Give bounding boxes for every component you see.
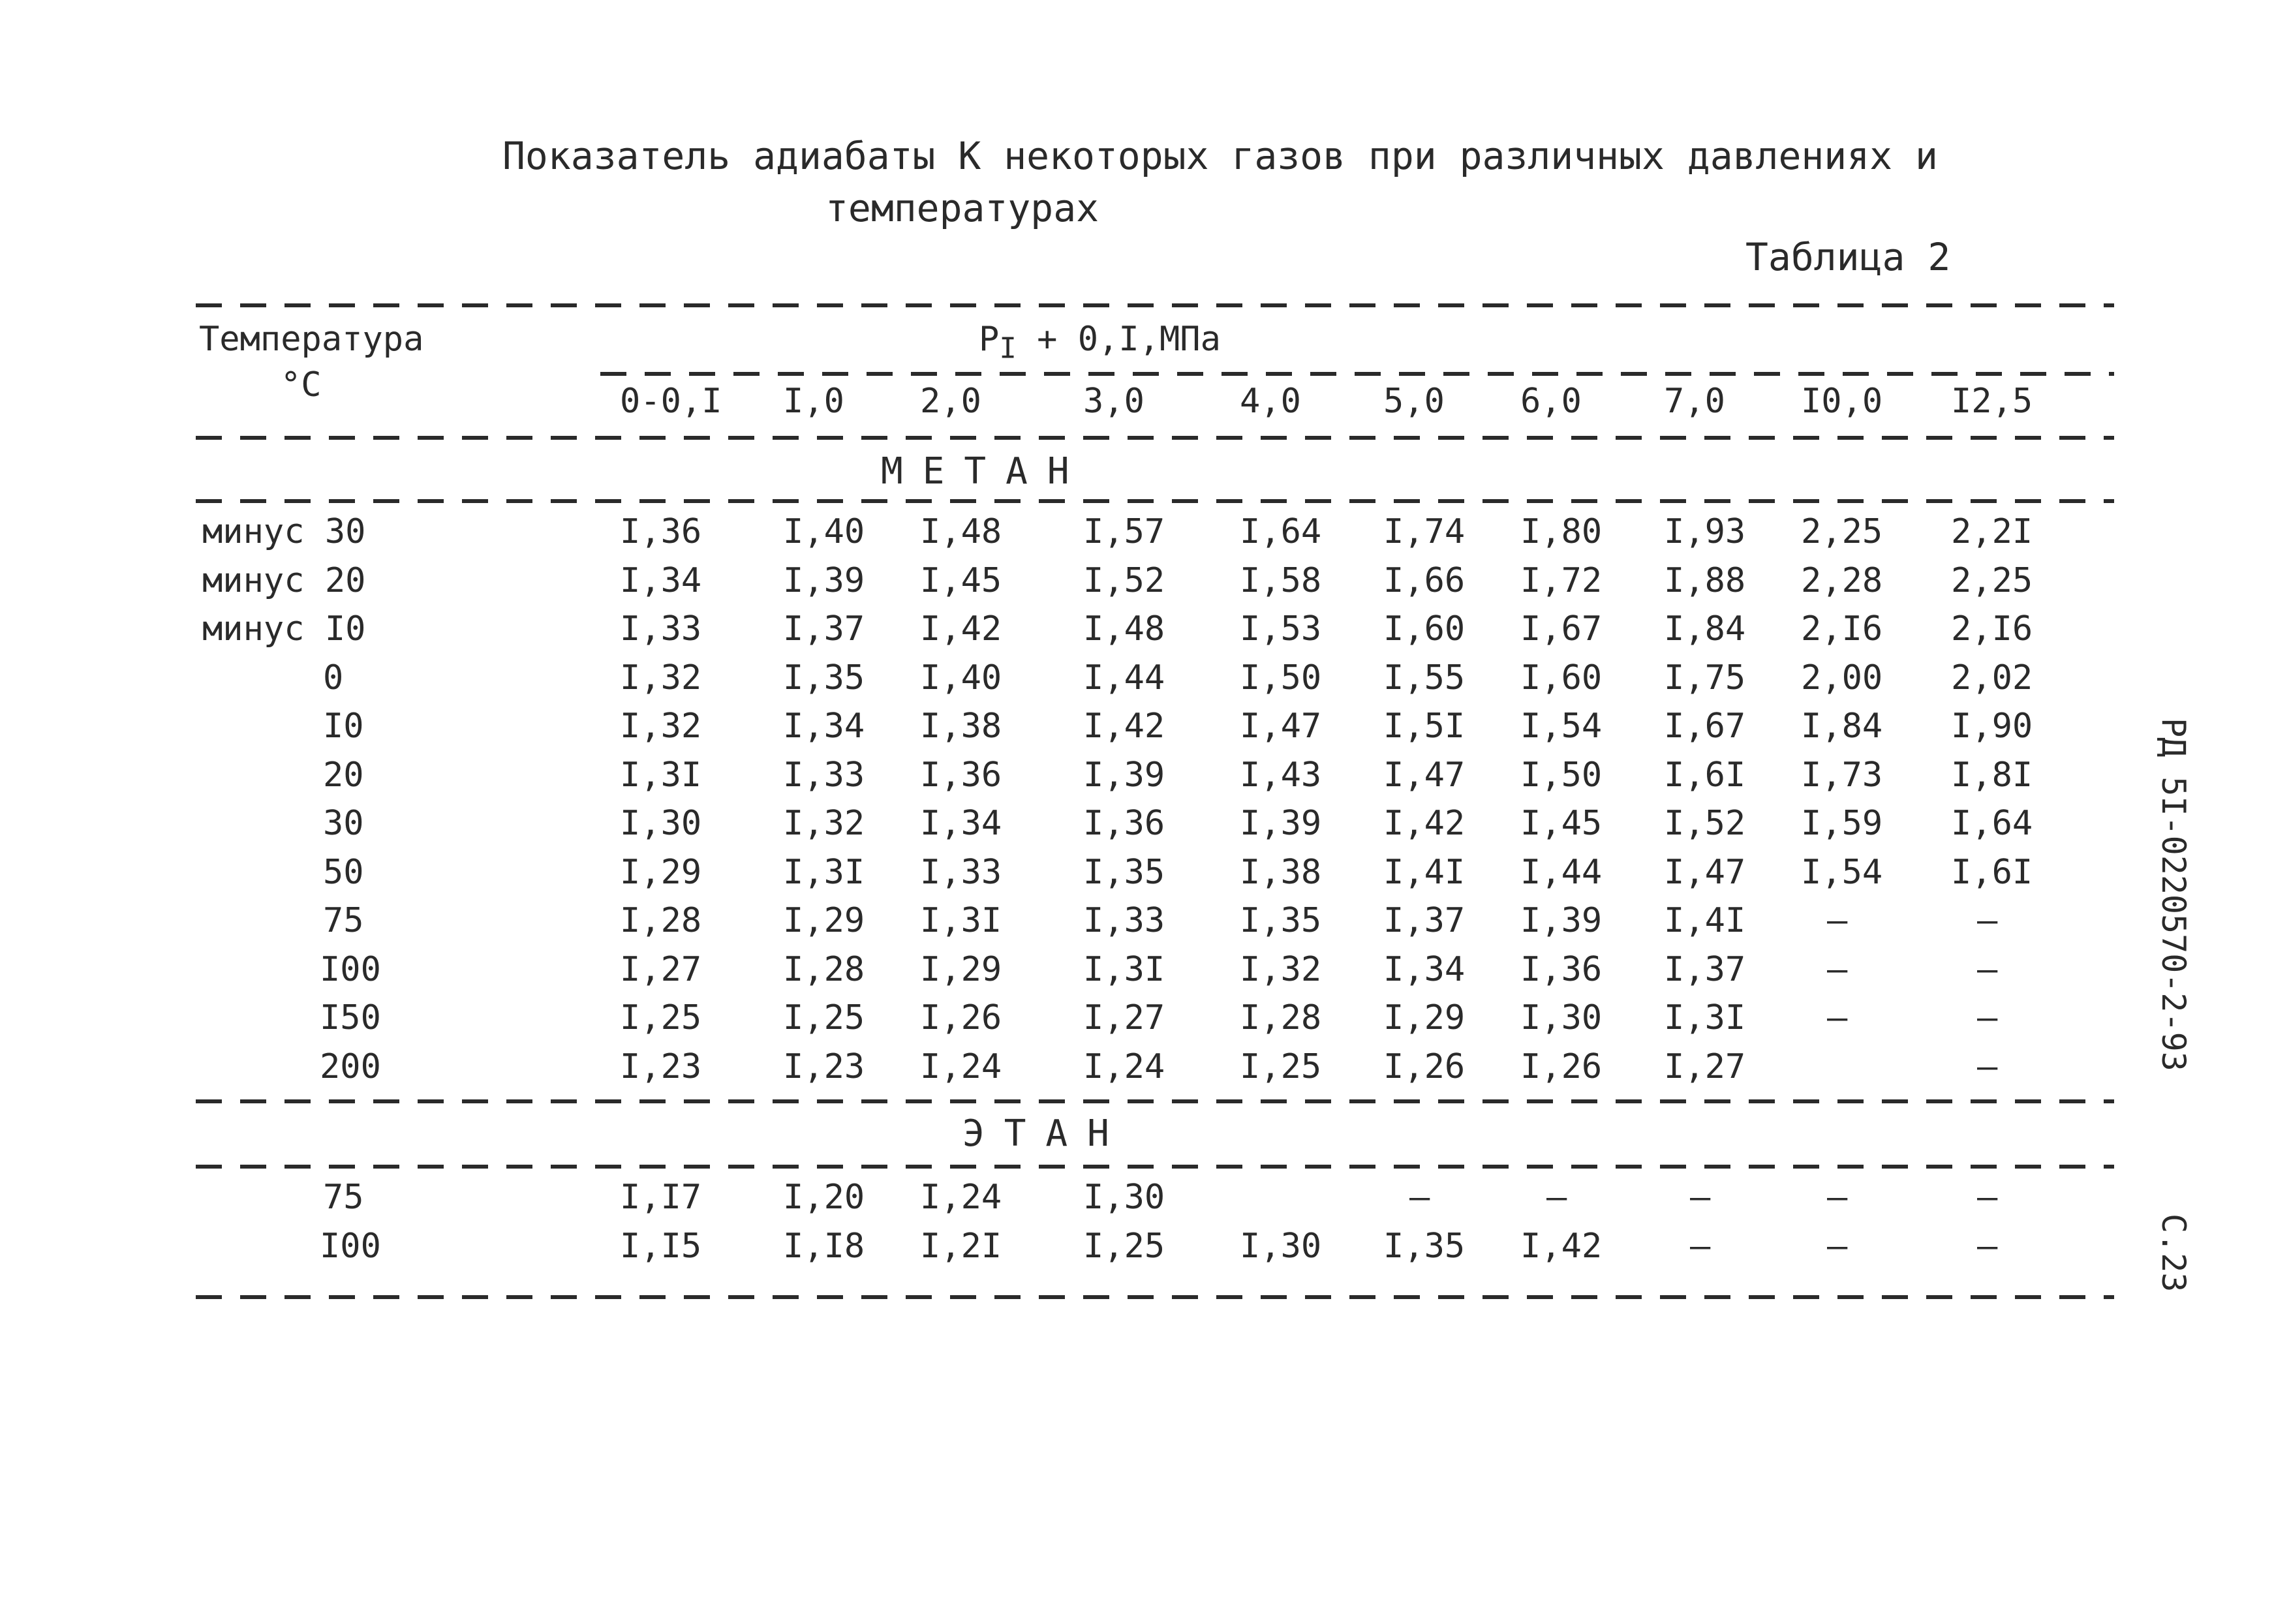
- section-title-metan: МЕТАН: [881, 450, 1089, 493]
- table-cell: I,84: [1801, 707, 1883, 746]
- table-cell: I,20: [783, 1178, 865, 1217]
- row-temperature: 200: [320, 1047, 381, 1086]
- table-cell: I,29: [1383, 998, 1466, 1037]
- pressure-symbol: P: [979, 320, 1000, 359]
- table-cell: I,26: [1520, 1047, 1603, 1086]
- table-cell: I,27: [620, 949, 702, 989]
- column-header: 3,0: [1083, 382, 1144, 421]
- table-cell: 2,00: [1801, 658, 1883, 697]
- table-cell: I,6I: [1951, 852, 2033, 892]
- table-cell: I,38: [920, 707, 1002, 746]
- table-cell: I,3I: [1664, 998, 1746, 1037]
- table-cell: I,34: [620, 560, 702, 600]
- table-cell: I,25: [1083, 1227, 1165, 1266]
- row-temperature: I0: [323, 707, 364, 746]
- table-cell: I,42: [1383, 804, 1466, 843]
- pressure-subscript: I: [999, 331, 1017, 365]
- table-cell: I,32: [1240, 949, 1322, 989]
- table-cell: I,3I: [920, 901, 1002, 940]
- table-cell: I,93: [1664, 512, 1746, 551]
- row-temperature: I00: [320, 1227, 381, 1266]
- table-cell: I,74: [1383, 512, 1466, 551]
- rule-etan-below: [196, 1165, 2114, 1169]
- table-cell: 2,I6: [1801, 609, 1883, 649]
- table-cell: I,8I: [1951, 755, 2033, 795]
- table-cell: I,84: [1664, 609, 1746, 649]
- table-cell: I,60: [1520, 658, 1603, 697]
- table-cell: I,34: [920, 804, 1002, 843]
- row-temperature: минус 30: [202, 512, 366, 551]
- table-cell: –: [1827, 901, 1848, 940]
- rule-etan-above: [196, 1099, 2114, 1103]
- table-cell: I,73: [1801, 755, 1883, 795]
- table-cell: 2,2I: [1951, 512, 2033, 551]
- table-cell: –: [1546, 1178, 1567, 1217]
- table-cell: I,30: [1240, 1227, 1322, 1266]
- table-cell: I,53: [1240, 609, 1322, 649]
- row-temperature: I00: [320, 949, 381, 989]
- table-cell: –: [1977, 901, 1998, 940]
- table-cell: I,39: [1083, 755, 1165, 795]
- table-cell: I,34: [1383, 949, 1466, 989]
- table-cell: I,6I: [1664, 755, 1746, 795]
- row-temperature: 75: [323, 901, 364, 940]
- table-cell: –: [1977, 949, 1998, 989]
- table-cell: I,3I: [620, 755, 702, 795]
- table-cell: I,36: [1083, 804, 1165, 843]
- table-cell: I,28: [620, 901, 702, 940]
- table-cell: I,36: [620, 512, 702, 551]
- table-cell: –: [1690, 1178, 1711, 1217]
- table-cell: –: [1827, 949, 1848, 989]
- table-label: Таблица 2: [1745, 235, 1951, 279]
- table-cell: I,42: [1083, 707, 1165, 746]
- column-header: 2,0: [920, 382, 981, 421]
- table-cell: –: [1977, 998, 1998, 1037]
- title-line-2: температурах: [825, 186, 1099, 230]
- table-cell: I,35: [1083, 852, 1165, 892]
- table-cell: I,37: [783, 609, 865, 649]
- table-cell: I,47: [1383, 755, 1466, 795]
- table-cell: I,80: [1520, 512, 1603, 551]
- table-cell: I,35: [783, 658, 865, 697]
- table-cell: I,24: [920, 1178, 1002, 1217]
- table-cell: I,64: [1240, 512, 1322, 551]
- table-cell: I,28: [1240, 998, 1322, 1037]
- table-cell: –: [1827, 1227, 1848, 1266]
- column-header: 7,0: [1664, 382, 1725, 421]
- table-cell: I,35: [1240, 901, 1322, 940]
- table-cell: I,47: [1240, 707, 1322, 746]
- temp-label: Температура: [199, 320, 424, 359]
- table-cell: I,66: [1383, 560, 1466, 600]
- row-temperature: I50: [320, 998, 381, 1037]
- table-cell: I,67: [1664, 707, 1746, 746]
- title-line-1: Показатель адиабаты К некоторых газов при различных давлениях и: [502, 134, 1938, 178]
- table-cell: I,37: [1664, 949, 1746, 989]
- table-cell: I,24: [920, 1047, 1002, 1086]
- temp-unit: °C: [281, 365, 322, 405]
- table-cell: I,33: [1083, 901, 1165, 940]
- table-cell: 2,25: [1801, 512, 1883, 551]
- table-cell: I,30: [1083, 1178, 1165, 1217]
- table-cell: 2,I6: [1951, 609, 2033, 649]
- section-title-etan: ЭТАН: [962, 1112, 1129, 1155]
- table-cell: I,34: [783, 707, 865, 746]
- row-temperature: 0: [323, 658, 344, 697]
- table-cell: I,90: [1951, 707, 2033, 746]
- table-cell: I,44: [1520, 852, 1603, 892]
- table-cell: I,54: [1801, 852, 1883, 892]
- table-cell: I,39: [783, 560, 865, 600]
- table-cell: –: [1409, 1178, 1430, 1217]
- table-cell: I,59: [1801, 804, 1883, 843]
- table-cell: I,42: [920, 609, 1002, 649]
- table-cell: I,42: [1520, 1227, 1603, 1266]
- rule-metan-below: [196, 499, 2114, 503]
- table-cell: I,33: [783, 755, 865, 795]
- table-cell: I,47: [1664, 852, 1746, 892]
- table-cell: I,3I: [783, 852, 865, 892]
- doc-code: РД 5I-0220570-2-93: [2155, 718, 2192, 1071]
- table-cell: I,26: [1383, 1047, 1466, 1086]
- table-cell: I,75: [1664, 658, 1746, 697]
- table-cell: I,4I: [1664, 901, 1746, 940]
- row-temperature: 75: [323, 1178, 364, 1217]
- table-cell: I,58: [1240, 560, 1322, 600]
- column-header: I2,5: [1951, 382, 2033, 421]
- table-cell: I,30: [620, 804, 702, 843]
- table-cell: I,36: [1520, 949, 1603, 989]
- table-cell: I,23: [620, 1047, 702, 1086]
- column-header: 5,0: [1383, 382, 1445, 421]
- table-cell: I,2I: [920, 1227, 1002, 1266]
- table-cell: I,50: [1240, 658, 1322, 697]
- table-cell: –: [1977, 1227, 1998, 1266]
- page-number: С.23: [2155, 1214, 2192, 1293]
- table-cell: I,33: [920, 852, 1002, 892]
- table-cell: –: [1977, 1178, 1998, 1217]
- table-cell: I,45: [920, 560, 1002, 600]
- table-cell: I,4I: [1383, 852, 1466, 892]
- table-cell: I,52: [1083, 560, 1165, 600]
- table-cell: I,60: [1383, 609, 1466, 649]
- table-cell: I,52: [1664, 804, 1746, 843]
- table-cell: I,88: [1664, 560, 1746, 600]
- table-cell: I,I8: [783, 1227, 865, 1266]
- table-cell: I,I5: [620, 1227, 702, 1266]
- table-cell: I,40: [920, 658, 1002, 697]
- table-cell: I,25: [1240, 1047, 1322, 1086]
- table-cell: I,36: [920, 755, 1002, 795]
- table-cell: I,44: [1083, 658, 1165, 697]
- column-header: I0,0: [1801, 382, 1883, 421]
- table-cell: I,39: [1520, 901, 1603, 940]
- column-header: I,0: [783, 382, 844, 421]
- pressure-rest: + 0,I,МПа: [1037, 320, 1221, 359]
- table-cell: I,32: [620, 658, 702, 697]
- table-cell: I,48: [920, 512, 1002, 551]
- table-cell: I,38: [1240, 852, 1322, 892]
- row-temperature: минус I0: [202, 609, 366, 649]
- table-cell: I,35: [1383, 1227, 1466, 1266]
- rule-top: [196, 303, 2114, 307]
- table-cell: I,48: [1083, 609, 1165, 649]
- table-cell: I,5I: [1383, 707, 1466, 746]
- table-cell: I,29: [920, 949, 1002, 989]
- table-cell: I,45: [1520, 804, 1603, 843]
- table-cell: –: [1690, 1227, 1711, 1266]
- table-cell: I,32: [783, 804, 865, 843]
- table-cell: I,29: [620, 852, 702, 892]
- table-cell: I,32: [620, 707, 702, 746]
- table-cell: I,27: [1664, 1047, 1746, 1086]
- rule-table-bottom: [196, 1295, 2114, 1299]
- table-cell: I,I7: [620, 1178, 702, 1217]
- rule-header-bottom: [196, 436, 2114, 440]
- table-cell: I,57: [1083, 512, 1165, 551]
- table-cell: –: [1977, 1047, 1998, 1086]
- pressure-label: [979, 320, 1221, 365]
- row-temperature: 20: [323, 755, 364, 795]
- table-cell: –: [1827, 998, 1848, 1037]
- table-cell: I,29: [783, 901, 865, 940]
- table-cell: I,23: [783, 1047, 865, 1086]
- table-cell: I,27: [1083, 998, 1165, 1037]
- column-header: 6,0: [1520, 382, 1582, 421]
- table-cell: –: [1827, 1178, 1848, 1217]
- table-cell: I,33: [620, 609, 702, 649]
- table-cell: I,37: [1383, 901, 1466, 940]
- table-cell: I,67: [1520, 609, 1603, 649]
- table-cell: I,28: [783, 949, 865, 989]
- table-cell: I,24: [1083, 1047, 1165, 1086]
- table-cell: I,64: [1951, 804, 2033, 843]
- table-cell: I,54: [1520, 707, 1603, 746]
- table-cell: 2,25: [1951, 560, 2033, 600]
- table-cell: I,26: [920, 998, 1002, 1037]
- table-cell: I,25: [783, 998, 865, 1037]
- table-cell: I,40: [783, 512, 865, 551]
- table-cell: I,30: [1520, 998, 1603, 1037]
- column-header: 4,0: [1240, 382, 1301, 421]
- table-cell: I,43: [1240, 755, 1322, 795]
- table-cell: 2,02: [1951, 658, 2033, 697]
- table-cell: I,50: [1520, 755, 1603, 795]
- table-cell: I,39: [1240, 804, 1322, 843]
- table-cell: 2,28: [1801, 560, 1883, 600]
- column-header: 0-0,I: [620, 382, 722, 421]
- row-temperature: минус 20: [202, 560, 366, 600]
- rule-header-mid: [600, 372, 2114, 376]
- table-cell: I,55: [1383, 658, 1466, 697]
- table-cell: I,3I: [1083, 949, 1165, 989]
- table-cell: I,72: [1520, 560, 1603, 600]
- row-temperature: 50: [323, 852, 364, 892]
- table-cell: I,25: [620, 998, 702, 1037]
- row-temperature: 30: [323, 804, 364, 843]
